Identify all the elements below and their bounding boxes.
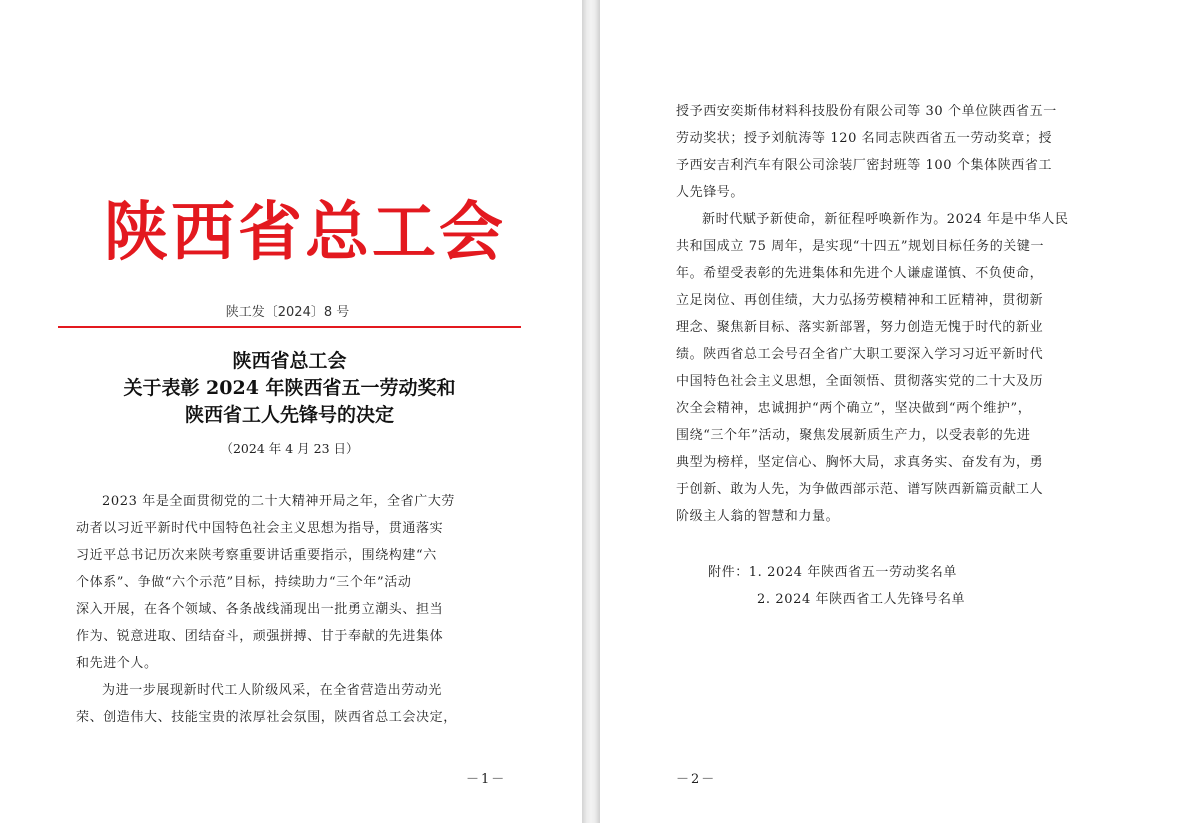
body-text-line: 为进一步展现新时代工人阶级风采，在全省营造出劳动光: [102, 683, 443, 698]
document-title-line: 关于表彰 2024 年陕西省五一劳动奖和: [123, 377, 456, 399]
body-text-line: 作为、锐意进取、团结奋斗，顽强拼搏、甘于奉献的先进集体: [76, 629, 444, 644]
body-text-line: 共和国成立 75 周年，是实现“十四五”规划目标任务的关键一: [676, 239, 1045, 254]
body-text-line: 于创新、敢为人先，为争做西部示范、谱写陕西新篇贡献工人: [676, 482, 1044, 497]
page-gap-divider: [582, 0, 600, 823]
document-title-line: 陕西省总工会: [232, 350, 347, 372]
body-text-line: 阶级主人翁的智慧和力量。: [676, 509, 840, 524]
body-text-line: 深入开展，在各个领域、各条战线涌现出一批勇立潮头、担当: [76, 602, 444, 617]
body-text-line: 次全会精神，忠诚拥护“两个确立”，坚决做到“两个维护”，: [676, 401, 1032, 416]
attachment-item: 2. 2024 年陕西省工人先锋号名单: [757, 592, 966, 607]
red-divider-rule: [58, 326, 521, 328]
body-text-line: 典型为榜样，坚定信心、胸怀大局，求真务实、奋发有为，勇: [676, 455, 1044, 470]
body-text-line: 予西安吉利汽车有限公司涂装厂密封班等 100 个集体陕西省工: [676, 158, 1053, 173]
body-text-line: 荣、创造伟大、技能宝贵的浓厚社会氛围，陕西省总工会决定，: [76, 710, 457, 725]
document-page-1: [0, 0, 582, 823]
document-number: 陕工发〔2024〕8 号: [225, 305, 350, 320]
page-number: －2－: [676, 772, 717, 787]
body-text-line: 授予西安奕斯伟材料科技股份有限公司等 30 个单位陕西省五一: [676, 104, 1057, 119]
document-page-2: [600, 0, 1178, 823]
body-text-line: 动者以习近平新时代中国特色社会主义思想为指导，贯通落实: [76, 521, 444, 536]
body-text-line: 年。希望受表彰的先进集体和先进个人谦虚谨慎、不负使命，: [676, 266, 1044, 281]
body-text-line: 理念、聚焦新目标、落实新部署，努力创造无愧于时代的新业: [676, 320, 1044, 335]
body-text-line: 中国特色社会主义思想，全面领悟、贯彻落实党的二十大及历: [676, 374, 1044, 389]
document-title-line: 陕西省工人先锋号的决定: [184, 404, 394, 426]
masthead-title: 陕西省总工会: [104, 195, 506, 270]
body-text-line: 立足岗位、再创佳绩，大力弘扬劳模精神和工匠精神，贯彻新: [676, 293, 1044, 308]
body-text-line: 人先锋号。: [676, 185, 745, 200]
page-number: －1－: [466, 772, 507, 787]
body-text-line: 习近平总书记历次来陕考察重要讲话重要指示，围绕构建“六: [76, 548, 437, 563]
body-text-line: 围绕“三个年”活动，聚焦发展新质生产力，以受表彰的先进: [676, 428, 1031, 443]
body-text-line: 和先进个人。: [76, 656, 158, 671]
attachment-item: 附件：1. 2024 年陕西省五一劳动奖名单: [708, 565, 957, 580]
body-text-line: 个体系”、争做“六个示范”目标，持续助力“三个年”活动: [76, 575, 412, 590]
body-text-line: 劳动奖状；授予刘航涛等 120 名同志陕西省五一劳动奖章；授: [676, 131, 1053, 146]
issue-date: （2024 年 4 月 23 日）: [220, 441, 359, 456]
body-text-line: 绩。陕西省总工会号召全省广大职工要深入学习习近平新时代: [676, 347, 1044, 362]
body-text-line: 2023 年是全面贯彻党的二十大精神开局之年，全省广大劳: [102, 494, 456, 509]
body-text-line: 新时代赋予新使命，新征程呼唤新作为。2024 年是中华人民: [702, 212, 1069, 227]
